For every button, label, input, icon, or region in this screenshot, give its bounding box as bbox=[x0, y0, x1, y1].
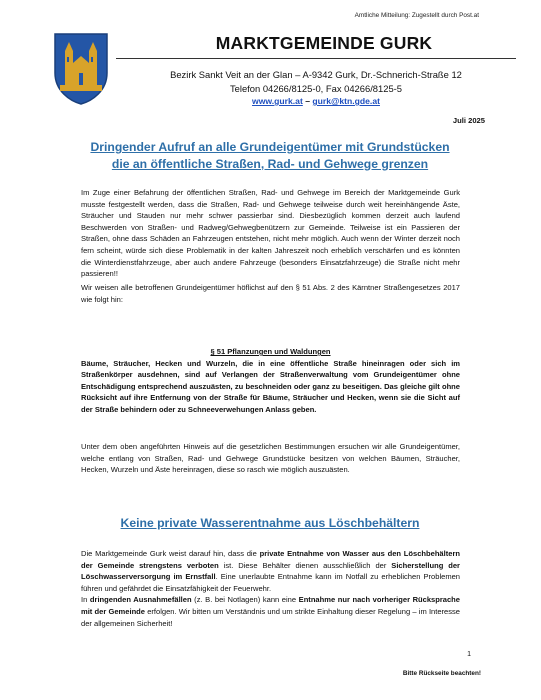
header-divider bbox=[116, 58, 516, 59]
section-1-paragraph-1: Im Zuge einer Befahrung der öffentlichen Straßen, Rad- und Gehwege im Bereich der Marktgemeinde Gurk musste festgestellt werden, dass die Straßen, Rad- und Gehwege teilweise durch weit hereinhängende Äste, Sträucher und Stauden nur mehr schwer passierbar sind. Diesbezüglich kommen derzeit auch laufend Beschwerden von Straßen- und Radweg/Gehwegbenützern zur Gemeinde. Teilweise ist ein Passieren der Straßen, ohne dass Schäden an Fahrzeugen entstehen, nicht mehr möglich. Auch wenn der Winter derzeit noch fern scheint, würde sich diese Problematik in der kalten Jahreszeit noch erheblich verschärfen und es könnten die Winterdienstfahrzeuge, aber auch andere Fahrzeuge (besonders Einsatzfahrzeuge) die Straße nicht mehr passieren!! bbox=[81, 188, 460, 279]
coat-of-arms-logo bbox=[52, 31, 110, 105]
section-2-body bbox=[81, 548, 460, 629]
phone-line: Telefon 04266/8125-0, Fax 04266/8125-5 bbox=[229, 82, 402, 94]
issue-date: Juli 2025 bbox=[452, 116, 485, 125]
contact-links bbox=[116, 96, 516, 106]
law-quote bbox=[81, 346, 460, 416]
page-number: 1 bbox=[467, 651, 471, 658]
section-2-title: Keine private Wasserentnahme aus Löschbehältern bbox=[120, 516, 420, 530]
municipality-name: MARKTGEMEINDE GURK bbox=[215, 33, 433, 53]
section-2-paragraph-2: In dringenden Ausnahmefällen (z. B. bei Notlagen) kann eine Entnahme nur nach vorheriger Rücksprache mit der Gemeinde erfolgen. Wir bitten um Verständnis und um strikte Einhaltung dieser Regelung – im Interesse der allgemeinen Sicherheit! bbox=[81, 595, 460, 628]
section-1-paragraph-2: Wir weisen alle betroffenen Grundeigentümer höflichst auf den § 51 Abs. 2 des Kärntner Straßengesetzes 2017 wie folgt hin: bbox=[81, 283, 460, 304]
back-page-note: Bitte Rückseite beachten! bbox=[402, 670, 481, 677]
website-link[interactable]: www.gurk.at bbox=[252, 96, 303, 106]
section-2-paragraph-1: Die Marktgemeinde Gurk weist darauf hin, dass die private Entnahme von Wasser aus den Löschbehältern der Gemeinde strengstens verboten ist. Diese Behälter dienen ausschließlich der Sicherstellung der Löschwasserversorgung im Ernstfall. Eine unerlaubte Entnahme kann im Notfall zu erheblichen Problemen führen und gefährdet die Einsatzfähigkeit der Feuerwehr. bbox=[81, 549, 461, 593]
law-heading: § 51 Pflanzungen und Waldungen bbox=[210, 347, 331, 356]
address-line: Bezirk Sankt Veit an der Glan – A-9342 Gurk, Dr.-Schnerich-Straße 12 bbox=[170, 69, 462, 80]
address-block bbox=[116, 68, 516, 95]
link-separator: – bbox=[305, 96, 310, 106]
section-1-paragraph-3: Unter dem oben angeführten Hinweis auf die gesetzlichen Bestimmungen ersuchen wir alle Grundeigentümer, welche entlang von Straßen, Rad- und Gehwege Grundstücke besitzen von welchen Bäumen, Sträucher, Hecken, Wurzeln und Äste hereinragen, diese so rasch wie möglich auszuästen. bbox=[81, 442, 460, 475]
email-link[interactable]: gurk@ktn.gde.at bbox=[312, 96, 380, 106]
law-text: Bäume, Sträucher, Hecken und Wurzeln, die in eine öffentliche Straße hineinragen oder sich im Straßenkörper ausdehnen, sind auf Verlangen der Straßenverwaltung vom Grundeigentümer ohne Entschädigung entsprechend auszuästen, zu beschneiden oder ganz zu beseitigen. Das gleiche gilt ohne Rücksicht auf ihre Entfernung von der Straße für Bäume, Sträucher und Hecken, wenn sie die Sicht auf der Straße behindern oder zu Schneeverwehungen Anlass geben. bbox=[81, 358, 460, 414]
section-1-title: Dringender Aufruf an alle Grundeigentümer mit Grundstücken die an öffentliche Straßen, Rad- und Gehwege grenzen bbox=[90, 140, 450, 171]
official-notice: Amtliche Mitteilung: Zugestellt durch Post.at bbox=[354, 12, 479, 19]
